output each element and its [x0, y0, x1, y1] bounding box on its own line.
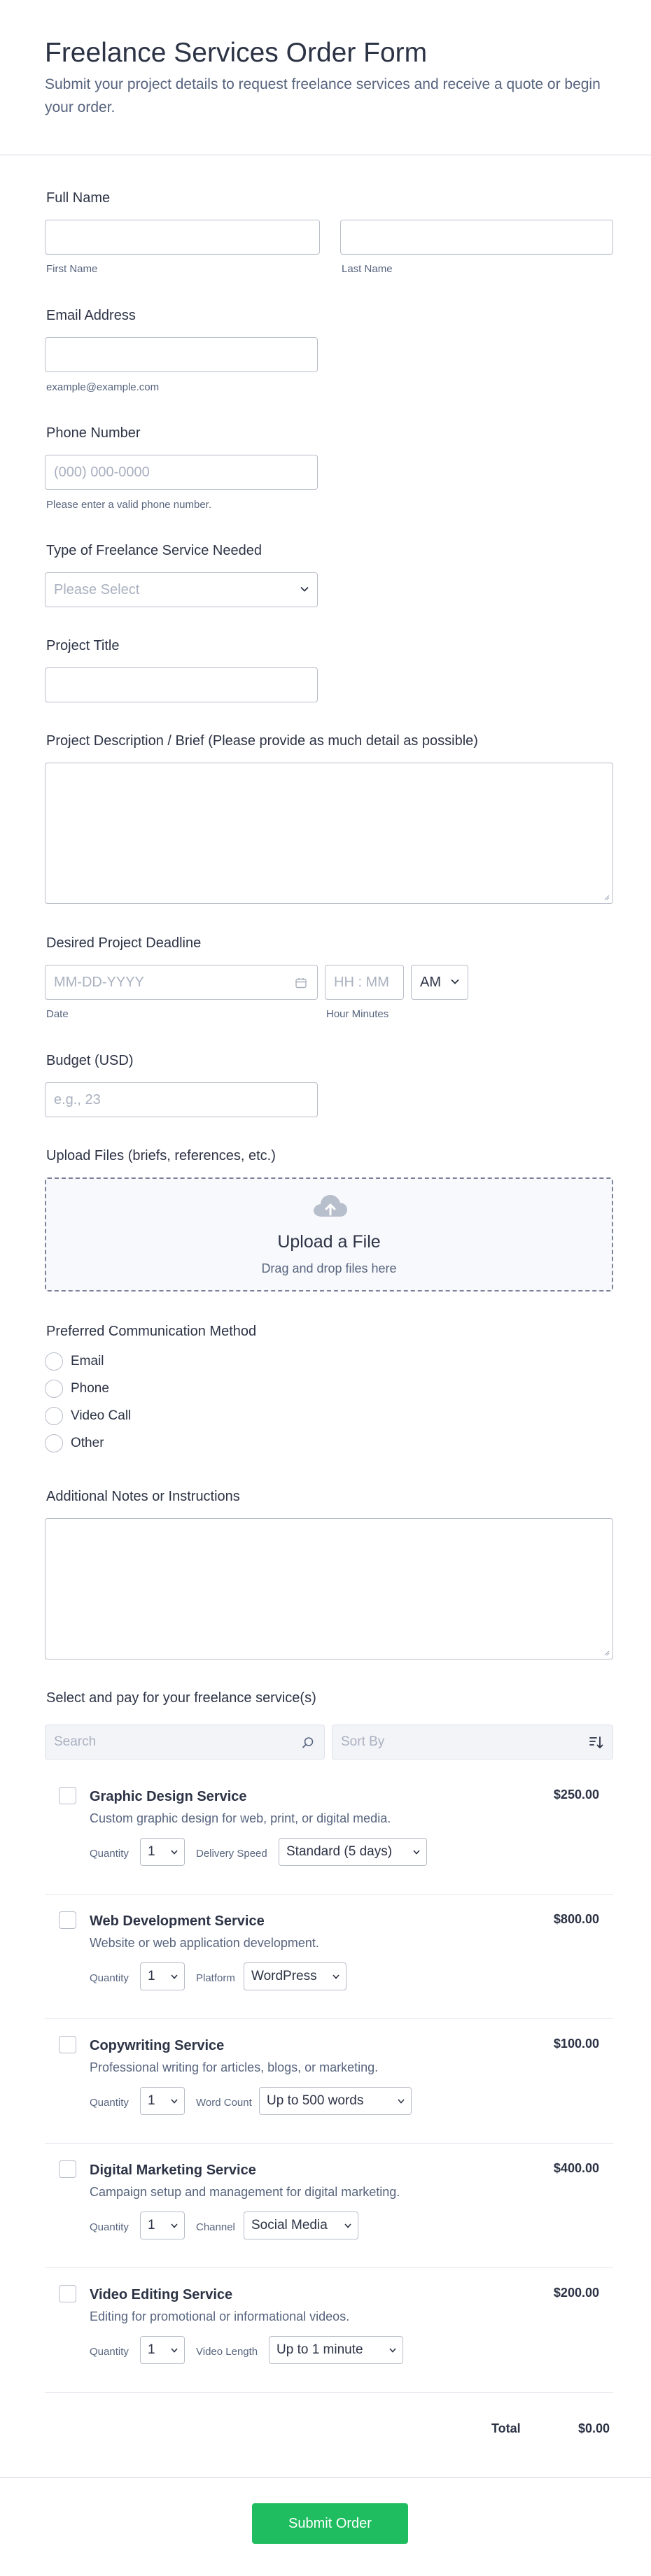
quantity-select[interactable]	[140, 1838, 185, 1866]
first-name-sublabel: First Name	[46, 263, 98, 275]
option-select[interactable]	[269, 2336, 403, 2364]
quantity-label: Quantity	[90, 2097, 129, 2109]
payment-label: Select and pay for your freelance service(s)	[46, 1690, 316, 1706]
radio-other-label[interactable]: Other	[71, 1436, 104, 1450]
notes-label: Additional Notes or Instructions	[46, 1489, 240, 1504]
chevron-down-icon	[451, 979, 459, 984]
last-name-sublabel: Last Name	[342, 263, 393, 275]
quantity-label: Quantity	[90, 2221, 129, 2233]
quantity-select[interactable]	[140, 2211, 185, 2239]
radio-phone-label[interactable]: Phone	[71, 1381, 109, 1396]
search-icon[interactable]	[302, 1736, 314, 1749]
phone-sublabel: Please enter a valid phone number.	[46, 499, 211, 511]
option-value: Standard (5 days)	[286, 1844, 393, 1859]
resize-grip-icon[interactable]	[603, 893, 610, 900]
option-value: WordPress	[251, 1969, 317, 1983]
budget-input[interactable]: e.g., 23	[45, 1082, 318, 1117]
ampm-selected: AM	[420, 974, 441, 990]
option-label: Word Count	[196, 2097, 252, 2109]
upload-subtitle: Drag and drop files here	[261, 1261, 397, 1275]
product-item-copywriting	[45, 2019, 613, 2144]
option-value: Social Media	[251, 2218, 328, 2232]
date-placeholder: MM-DD-YYYY	[54, 974, 144, 990]
product-price: $400.00	[553, 2161, 599, 2175]
calendar-icon[interactable]	[295, 977, 307, 989]
quantity-value: 1	[148, 2093, 155, 2108]
quantity-label: Quantity	[90, 1972, 129, 1984]
product-description: Editing for promotional or informational videos.	[90, 2309, 350, 2323]
time-input[interactable]: HH : MM	[325, 965, 404, 1000]
product-name: Video Editing Service	[90, 2287, 233, 2302]
product-checkbox[interactable]	[59, 2036, 76, 2053]
product-price: $800.00	[553, 1912, 599, 1926]
total-label: Total	[491, 2421, 521, 2435]
budget-label: Budget (USD)	[46, 1053, 134, 1068]
file-upload-dropzone[interactable]	[45, 1177, 613, 1291]
deadline-label: Desired Project Deadline	[46, 935, 202, 951]
quantity-label: Quantity	[90, 2346, 129, 2358]
form-header	[0, 0, 651, 155]
product-checkbox[interactable]	[59, 2160, 76, 2178]
quantity-label: Quantity	[90, 1848, 129, 1860]
quantity-select[interactable]	[140, 2087, 185, 2115]
product-description: Custom graphic design for web, print, or digital media.	[90, 1811, 391, 1825]
sort-placeholder: Sort By	[341, 1734, 385, 1749]
option-select[interactable]	[244, 2211, 358, 2239]
quantity-value: 1	[148, 2342, 155, 2357]
first-name-input[interactable]	[45, 220, 320, 255]
product-name: Digital Marketing Service	[90, 2163, 256, 2178]
email-sublabel: example@example.com	[46, 381, 160, 393]
radio-email-label[interactable]: Email	[71, 1354, 104, 1368]
project-description-textarea[interactable]	[45, 763, 613, 904]
product-description: Website or web application development.	[90, 1936, 319, 1950]
chevron-down-icon	[171, 2099, 178, 2104]
option-label: Video Length	[196, 2346, 258, 2358]
date-input[interactable]	[45, 965, 318, 1000]
product-price: $100.00	[553, 2037, 599, 2051]
upload-title: Upload a File	[277, 1232, 381, 1252]
product-item-digital-marketing	[45, 2144, 613, 2268]
option-select[interactable]	[279, 1838, 427, 1866]
product-name: Graphic Design Service	[90, 1789, 247, 1804]
search-placeholder: Search	[54, 1734, 97, 1749]
footer-divider	[0, 2477, 651, 2478]
quantity-select[interactable]	[140, 2336, 185, 2364]
product-name: Web Development Service	[90, 1913, 265, 1929]
quantity-value: 1	[148, 1969, 155, 1983]
project-description-label: Project Description / Brief (Please provide as much detail as possible)	[46, 733, 478, 749]
option-value: Up to 1 minute	[276, 2342, 363, 2357]
radio-other[interactable]	[45, 1434, 63, 1452]
email-label: Email Address	[46, 308, 136, 323]
time-sublabel: Hour Minutes	[326, 1008, 389, 1020]
chevron-down-icon	[344, 2223, 351, 2228]
chevron-down-icon	[171, 1974, 178, 1979]
quantity-value: 1	[148, 2218, 155, 2232]
product-price: $250.00	[553, 1788, 599, 1802]
product-item-graphic-design	[45, 1770, 613, 1895]
radio-phone[interactable]	[45, 1380, 63, 1398]
chevron-down-icon	[300, 586, 309, 592]
project-title-input[interactable]	[45, 667, 318, 702]
quantity-value: 1	[148, 1844, 155, 1859]
option-value: Up to 500 words	[267, 2093, 364, 2108]
option-label: Delivery Speed	[196, 1848, 267, 1860]
service-type-label: Type of Freelance Service Needed	[46, 543, 262, 558]
product-search-input[interactable]	[45, 1725, 325, 1760]
option-label: Channel	[196, 2221, 235, 2233]
radio-video-call[interactable]	[45, 1407, 63, 1425]
phone-label: Phone Number	[46, 425, 141, 441]
chevron-down-icon	[332, 1974, 340, 1979]
cloud-upload-icon	[312, 1193, 349, 1221]
option-select[interactable]	[259, 2087, 412, 2115]
form-subtitle: Submit your project details to request freelance services and receive a quote or begin your order.	[45, 76, 601, 115]
product-checkbox[interactable]	[59, 2285, 76, 2302]
full-name-label: Full Name	[46, 190, 111, 206]
option-label: Platform	[196, 1972, 235, 1984]
product-item-video-editing	[45, 2268, 613, 2393]
chevron-down-icon	[171, 2348, 178, 2353]
radio-email[interactable]	[45, 1352, 63, 1371]
product-checkbox[interactable]	[59, 1911, 76, 1929]
product-sort-select[interactable]	[332, 1725, 613, 1760]
total-value: $0.00	[578, 2421, 610, 2435]
radio-video-call-label[interactable]: Video Call	[71, 1408, 132, 1423]
option-select[interactable]	[244, 1962, 346, 1990]
ampm-select[interactable]	[411, 965, 468, 1000]
resize-grip-icon[interactable]	[603, 1649, 610, 1656]
chevron-down-icon	[389, 2348, 396, 2353]
product-item-web-development	[45, 1895, 613, 2019]
last-name-input[interactable]	[340, 220, 613, 255]
upload-label: Upload Files (briefs, references, etc.)	[46, 1148, 276, 1163]
chevron-down-icon	[398, 2099, 405, 2104]
date-sublabel: Date	[46, 1008, 69, 1020]
product-description: Professional writing for articles, blogs, or marketing.	[90, 2060, 379, 2074]
product-name: Copywriting Service	[90, 2038, 225, 2053]
product-checkbox[interactable]	[59, 1787, 76, 1804]
chevron-down-icon	[413, 1850, 420, 1855]
project-title-label: Project Title	[46, 638, 120, 653]
form-title: Freelance Services Order Form	[45, 38, 428, 68]
submit-order-button[interactable]: Submit Order	[252, 2503, 408, 2544]
service-type-selected: Please Select	[54, 581, 140, 597]
quantity-select[interactable]	[140, 1962, 185, 1990]
chevron-down-icon	[171, 2223, 178, 2228]
email-input[interactable]	[45, 337, 318, 372]
chevron-down-icon	[171, 1850, 178, 1855]
communication-label: Preferred Communication Method	[46, 1324, 257, 1339]
sort-icon[interactable]	[589, 1735, 604, 1750]
product-price: $200.00	[553, 2286, 599, 2300]
phone-input[interactable]: (000) 000-0000	[45, 455, 318, 490]
service-type-select[interactable]	[45, 572, 318, 607]
product-description: Campaign setup and management for digital marketing.	[90, 2185, 400, 2199]
notes-textarea[interactable]	[45, 1518, 613, 1659]
